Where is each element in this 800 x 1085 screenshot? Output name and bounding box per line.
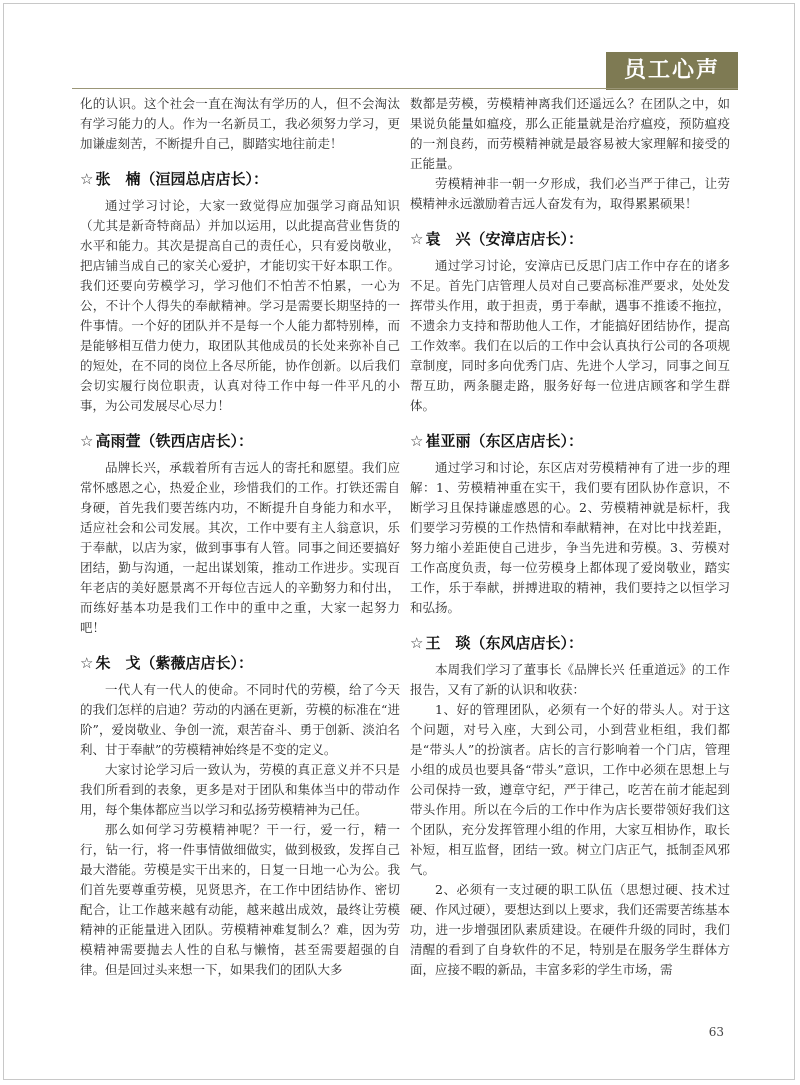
heading-text: 张 楠（洹园总店店长）： [95, 170, 268, 188]
body-paragraph: 本周我们学习了董事长《品牌长兴 任重道远》的工作报告，又有了新的认识和收获： [410, 662, 730, 697]
section-heading-zhang-nan [80, 168, 400, 190]
body-paragraph: 2、必须有一支过硬的职工队伍（思想过硬、技术过硬、作风过硬），要想达到以上要求，我们还需要苦练基本功，进一步增强团队素质建设。在硬件升级的同时，我们清醒的看到了自身软件的不足，特别是在服务学生群体方面，应接不暇的新品，丰富多彩的学生市场，需 [410, 882, 730, 977]
star-icon: ☆ [410, 230, 424, 248]
section-header-tab: 员工心声 [606, 52, 738, 90]
section-heading-cui-yali [410, 430, 730, 452]
star-icon: ☆ [80, 170, 94, 188]
section-heading-zhu-ge [80, 652, 400, 674]
heading-text: 袁 兴（安漳店店长）： [425, 230, 583, 248]
body-paragraph: 那么如何学习劳模精神呢？干一行，爱一行，精一行，钻一行，将一件事情做细做实，做到极致，发挥自己最大潜能。劳模是实干出来的，日复一日地一心为公。我们首先要尊重劳模，见贤思齐，在工作中团结协作、密切配合，让工作越来越有动能，越来越出成效，最终让劳模精神的正能量进入团队。劳模精神难复制么？难，因为劳模精神需要抛去人性的自私与懒惰，甚至需要超强的自律。但是回过头来想一下，如果我们的团队大多 [80, 822, 400, 977]
star-icon: ☆ [410, 432, 424, 450]
heading-text: 崔亚丽（东区店店长）： [425, 432, 583, 450]
right-intro-paragraph: 数都是劳模，劳模精神离我们还遥远么？在团队之中，如果说负能量如瘟疫，那么正能量就是治疗瘟疫，预防瘟疫的一剂良药，而劳模精神就是最容易被大家理解和接受的正能量。 [410, 96, 730, 171]
star-icon: ☆ [80, 432, 94, 450]
right-intro-paragraph: 劳模精神非一朝一夕形成，我们必当严于律己，让劳模精神永远激励着吉远人奋发有为，取得累累硕果！ [410, 176, 730, 211]
body-paragraph: 通过学习和讨论，东区店对劳模精神有了进一步的理解：1、劳模精神重在实干，我们要有团队协作意识，不断学习且保持谦虚感恩的心。2、劳模精神就是标杆，我们要学习劳模的工作热情和奉献精神，在对比中找差距，努力缩小差距使自己进步，争当先进和劳模。3、劳模对工作高度负责，每一位劳模身上都体现了爱岗敬业，踏实工作，乐于奉献，拼搏进取的精神，我们要持之以恒学习和弘扬。 [410, 460, 730, 615]
star-icon: ☆ [80, 654, 94, 672]
right-column [410, 94, 730, 980]
body-paragraph: 一代人有一代人的使命。不同时代的劳模，给了今天的我们怎样的启迪？劳动的内涵在更新，劳模的标准在“进阶”，爱岗敬业、争创一流，艰苦奋斗、勇于创新、淡泊名利、甘于奉献”的劳模精神始终是不变的定义。 [80, 682, 400, 757]
heading-text: 朱 戈（紫薇店店长）： [95, 654, 253, 672]
heading-text: 高雨萱（铁西店店长）： [95, 432, 253, 450]
left-intro-paragraph: 化的认识。这个社会一直在淘汰有学历的人，但不会淘汰有学习能力的人。作为一名新员工，我必须努力学习，更加谦虚刻苦，不断提升自己，脚踏实地往前走！ [80, 96, 400, 151]
body-paragraph: 大家讨论学习后一致认为，劳模的真正意义并不只是我们所看到的表象，更多是对于团队和集体当中的带动作用，每个集体都应当以学习和弘扬劳模精神为己任。 [80, 762, 400, 817]
section-heading-gao-yuxuan [80, 430, 400, 452]
section-heading-wang-yan [410, 632, 730, 654]
left-column [80, 94, 400, 980]
header-rule [72, 88, 738, 89]
page-number: 63 [708, 1025, 724, 1039]
body-paragraph: 1、好的管理团队，必须有一个好的带头人。对于这个问题，对号入座，大到公司，小到营业柜组，我们都是“带头人”的扮演者。店长的言行影响着一个门店，管理小组的成员也要具备“带头”意识，工作中必须在思想上与公司保持一致，遵章守纪，严于律己，吃苦在前才能起到带头作用。所以在今后的工作中作为店长要带领好我们这个团队，充分发挥管理小组的作用，大家互相协作，取长补短，相互监督，团结一致。树立门店正气，抵制歪风邪气。 [410, 702, 730, 877]
star-icon: ☆ [410, 634, 424, 652]
body-paragraph: 品牌长兴，承载着所有吉远人的寄托和愿望。我们应常怀感恩之心，热爱企业，珍惜我们的工作。打铁还需自身硬，首先我们要苦练内功，不断提升自身能力和水平，适应社会和公司发展。其次，工作中要有主人翁意识，乐于奉献，以店为家，做到事事有人管。同事之间还要搞好团结，勤与沟通，一起出谋划策，推动工作进步。实现百年老店的美好愿景离不开每位吉远人的辛勤努力和付出，而练好基本功是我们工作中的重中之重，大家一起努力吧！ [80, 460, 400, 635]
body-paragraph: 通过学习讨论，安漳店已反思门店工作中存在的诸多不足。首先门店管理人员对自己要高标准严要求，处处发挥带头作用，敢于担责，勇于奉献，遇事不推诿不拖拉，不遗余力支持和帮助他人工作，才能搞好团结协作，提高工作效率。我们在以后的工作中会认真执行公司的各项规章制度，同时多向优秀门店、先进个人学习，同事之间互帮互助，两条腿走路，服务好每一位进店顾客和学生群体。 [410, 258, 730, 413]
body-paragraph: 通过学习讨论，大家一致觉得应加强学习商品知识（尤其是新奇特商品）并加以运用，以此提高营业售货的水平和能力。其次是提高自己的责任心，只有爱岗敬业，把店铺当成自己的家关心爱护，才能切实干好本职工作。我们还要向劳模学习，学习他们不怕苦不怕累，一心为公，不计个人得失的奉献精神。学习是需要长期坚持的一件事情。一个好的团队并不是每一个人能力都特别棒，而是能够相互借力使力，取团队其他成员的长处来弥补自己的短处，在不同的岗位上各尽所能，协作创新。以后我们会切实履行岗位职责，认真对待工作中每一件平凡的小事，为公司发展尽心尽力！ [80, 198, 400, 413]
heading-text: 王 琰（东风店店长）： [425, 634, 583, 652]
section-heading-yuan-xing [410, 228, 730, 250]
